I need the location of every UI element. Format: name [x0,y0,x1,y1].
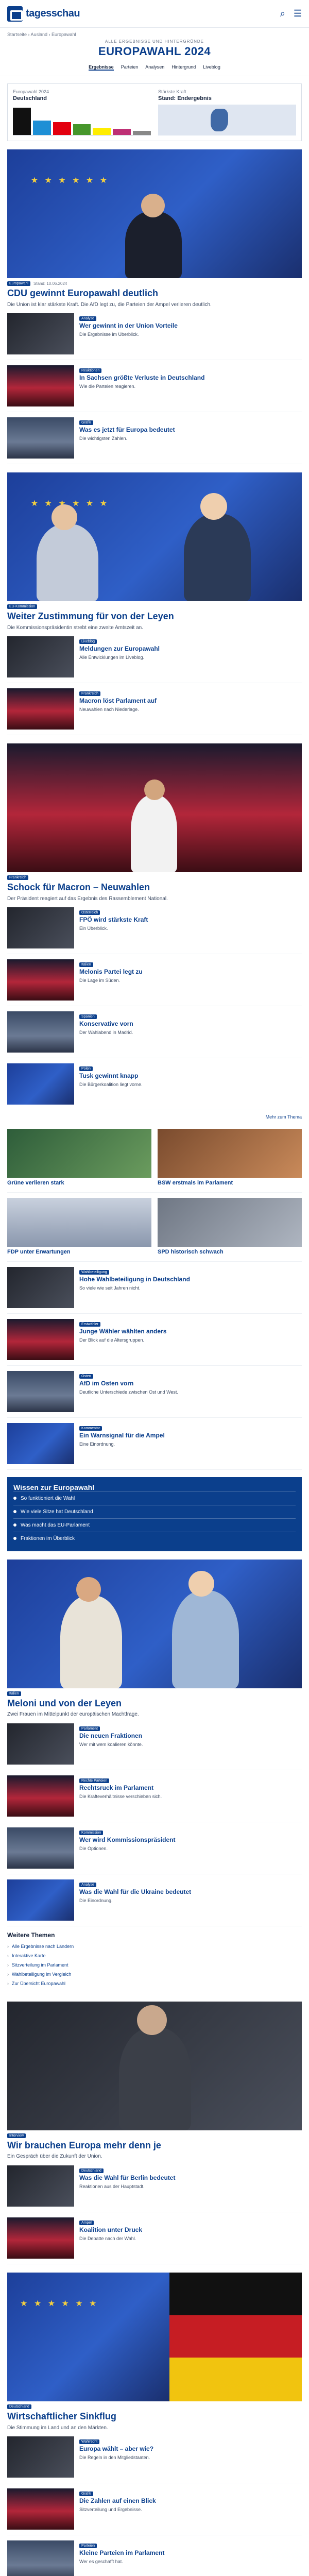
feature-2-teaser: Der Präsident reagiert auf das Ergebnis des Rassemblement National. [7,895,168,902]
list-item[interactable] [7,1314,302,1366]
list-thumbnail [7,2436,74,2478]
more-link[interactable]: Mehr zum Thema [265,1114,302,1120]
list-tag: Wahlrecht [79,2439,99,2444]
article-list-g [7,2431,302,2576]
list-tag: Parteien [79,2544,97,2548]
pair-title[interactable]: FDP unter Erwartungen [7,1249,71,1256]
list-teaser: Die Ergebnisse im Überblick. [79,332,139,337]
list-item[interactable] [7,2431,302,2483]
pair-title[interactable]: BSW erstmals im Parlament [158,1180,233,1187]
result-bar [133,131,151,135]
list-meta [79,1322,302,1327]
bullet-icon [13,1537,16,1540]
list-thumbnail [7,959,74,1001]
teaser-pair-1 [7,1124,302,1193]
list-tag: Kommentar [79,1426,102,1431]
list-teaser: Neuwahlen nach Niederlage. [79,707,139,713]
link-list-item[interactable]: › Zur Übersicht Europawahl [7,1979,302,1988]
pair-card[interactable] [7,1129,151,1187]
list-item[interactable] [7,2160,302,2212]
feature-2-image [7,743,302,872]
list-tag: Grafik [79,420,93,425]
list-thumbnail [7,1423,74,1464]
pair-card[interactable] [158,1129,302,1187]
list-teaser: Die Lage im Süden. [79,978,121,984]
list-title[interactable]: Kleine Parteien im Parlament [79,2549,165,2557]
list-meta [79,1374,302,1379]
info-box-item[interactable] [13,1505,296,1518]
list-meta [79,2168,302,2173]
hero-teaser: Die Union ist klar stärkste Kraft. Die AfD legt zu, die Parteien der Ampel verlieren deutlich. [7,301,212,308]
list-body [79,2436,302,2478]
feature-3-meta [7,1691,302,1696]
logo-text: tagesschau [26,8,80,19]
list-item[interactable] [7,902,302,954]
list-teaser: Die Optionen. [79,1845,108,1851]
list-tag: Österreich [79,910,100,915]
list-meta [79,691,302,696]
list-body [79,1267,302,1308]
list-meta [79,1270,302,1275]
list-thumbnail [7,636,74,677]
feature-3-tag: Italien [7,1691,21,1696]
list-teaser: Eine Einordnung. [79,1441,115,1447]
logo-icon [7,6,23,22]
list-teaser: Alle Entwicklungen im Liveblog. [79,655,145,660]
list-item[interactable] [7,1262,302,1314]
list-body [79,2165,302,2207]
list-meta [79,2544,302,2548]
feature-article-1[interactable] [7,472,302,631]
list-body [79,1423,302,1464]
list-title[interactable]: Konservative vorn [79,1020,133,1028]
list-body [79,1063,302,1105]
feature-1-teaser: Die Kommissionspräsidentin strebt eine zweite Amtszeit an. [7,624,144,631]
feature-5-teaser: Die Stimmung im Land und an den Märkten. [7,2425,108,2431]
list-thumbnail [7,1723,74,1765]
feature-2-title[interactable]: Schock für Macron – Neuwahlen [7,882,150,893]
list-item[interactable] [7,954,302,1006]
list-item[interactable] [7,1006,302,1058]
list-body [79,365,302,406]
list-item[interactable] [7,683,302,735]
result-bar [93,128,111,135]
pair-title[interactable]: Grüne verlieren stark [7,1180,64,1187]
feature-article-3[interactable] [7,1560,302,1718]
results-map-label: Stärkste Kraft [158,89,186,94]
list-title[interactable]: Was es jetzt für Europa bedeutet [79,426,175,434]
list-thumbnail [7,1267,74,1308]
list-title[interactable]: Die neuen Fraktionen [79,1732,143,1739]
info-box-1 [7,1477,302,1551]
feature-4-tag: Interview [7,2133,26,2138]
list-thumbnail [7,1371,74,1412]
sub-navigation [0,61,309,76]
pair-image [7,1129,151,1178]
list-item[interactable] [7,2535,302,2576]
list-body [79,959,302,1001]
results-title: Deutschland [13,95,47,101]
link-list-title: Weitere Themen [7,1931,55,1939]
bullet-icon [13,1510,16,1513]
list-body [79,1371,302,1412]
bullet-icon [13,1523,16,1527]
feature-article-2[interactable] [7,743,302,902]
list-teaser: Der Wahlabend in Madrid. [79,1030,133,1036]
list-teaser: Die Einordnung. [79,1897,113,1903]
list-tag: Osten [79,1374,93,1379]
list-meta [79,420,302,425]
event-subtitle: ALLE ERGEBNISSE UND HINTERGRÜNDE [105,39,204,44]
list-teaser: Wer mit wem koalieren könnte. [79,1741,143,1747]
list-teaser: Der Blick auf die Altersgruppen. [79,1337,145,1343]
list-tag: Italien [79,962,93,967]
list-tag: Grafik [79,2492,93,2496]
list-body [79,2488,302,2530]
results-map-title: Stand: Endergebnis [158,95,212,101]
list-tag: Reaktionen [79,368,101,373]
nav-tab-background[interactable]: Hintergrund [171,64,196,70]
list-teaser: Die Bürgerkoalition liegt vorne. [79,1082,143,1088]
list-thumbnail [7,1775,74,1817]
list-tag: Polen [79,1066,93,1071]
list-item[interactable] [7,1418,302,1470]
nav-tab-parties[interactable]: Parteien [121,64,139,70]
list-item[interactable] [7,1366,302,1418]
list-body [79,2540,302,2576]
list-title[interactable]: In Sachsen größte Verluste in Deutschland [79,374,205,382]
feature-3-teaser: Zwei Frauen im Mittelpunkt der europäischen Machtfrage. [7,1711,139,1718]
hero-article[interactable] [7,149,302,308]
feature-4-meta [7,2133,302,2138]
list-meta [79,1883,302,1887]
list-item[interactable] [7,2483,302,2535]
list-meta [79,368,302,373]
feature-3-image [7,1560,302,1688]
list-thumbnail [7,688,74,730]
list-teaser: Reaktionen aus der Hauptstadt. [79,2183,145,2189]
pair-title[interactable]: SPD historisch schwach [158,1249,224,1256]
list-thumbnail [7,2217,74,2259]
article-list-c [7,902,302,1110]
list-teaser: Ein Überblick. [79,926,108,931]
list-meta [79,1066,302,1071]
info-box-item[interactable] [13,1532,296,1545]
feature-4-teaser: Ein Gespräch über die Zukunft der Union. [7,2154,102,2160]
list-body [79,1827,302,1869]
info-box-item-label: Fraktionen im Überblick [21,1535,75,1541]
results-bar-chart [13,105,151,135]
list-thumbnail [7,365,74,406]
hero-meta [7,281,302,286]
list-tag: Wahlbeteiligung [79,1270,109,1275]
list-thumbnail [7,1063,74,1105]
pair-image [158,1129,302,1178]
list-thumbnail [7,313,74,354]
list-title[interactable]: Wer gewinnt in der Union Vorteile [79,322,178,330]
article-list-e [7,1718,302,1926]
list-tag: Liveblog [79,639,97,644]
list-meta [79,962,302,967]
list-teaser: Deutliche Unterschiede zwischen Ost und West. [79,1389,178,1395]
list-tag: Ampel [79,2221,94,2225]
list-tag: Analyse [79,316,96,321]
list-item[interactable] [7,1058,302,1110]
list-body [79,1879,302,1921]
pair-card[interactable] [158,1198,302,1256]
list-thumbnail [7,1879,74,1921]
article-list-a [7,308,302,464]
hero-tag: Europawahl [7,281,30,286]
feature-3-title[interactable]: Meloni und von der Leyen [7,1698,122,1708]
feature-article-5[interactable] [7,2273,302,2431]
link-list-item[interactable]: › Interaktive Karte [7,1951,302,1960]
article-list-d [7,1262,302,1470]
list-item[interactable] [7,1822,302,1874]
list-teaser: Wie die Parteien reagieren. [79,384,136,389]
result-bar [33,121,51,135]
feature-5-image [7,2273,302,2401]
link-list-item[interactable]: › Wahlbeteiligung im Vergleich [7,1970,302,1979]
result-bar [73,124,91,135]
list-title[interactable]: Junge Wähler wählten anders [79,1327,167,1335]
list-thumbnail [7,2540,74,2576]
event-header [0,37,309,61]
feature-5-title[interactable]: Wirtschaftlicher Sinkflug [7,2411,116,2421]
list-body [79,313,302,354]
hero-date: Stand: 10.06.2024 [33,281,67,286]
list-item[interactable] [7,308,302,360]
list-meta [79,1726,302,1731]
result-bar [13,108,31,135]
list-title[interactable]: Die Zahlen auf einen Blick [79,2497,156,2505]
nav-tab-liveblog[interactable]: Liveblog [203,64,220,70]
feature-4-title[interactable]: Wir brauchen Europa mehr denn je [7,2140,161,2150]
menu-icon[interactable]: ☰ [293,8,302,19]
info-box-item-label: Was macht das EU-Parlament [21,1522,90,1528]
link-list-item[interactable]: › Sitzverteilung im Parlament [7,1960,302,1970]
feature-5-tag: Deutschland [7,2404,31,2409]
info-box-item-label: So funktioniert die Wahl [21,1495,75,1501]
results-label: Europawahl 2024 [13,89,49,94]
hero-image [7,149,302,278]
feature-1-tag: EU-Kommission [7,604,37,609]
list-title[interactable]: Koalition unter Druck [79,2226,143,2233]
list-meta [79,1014,302,1019]
list-item[interactable] [7,1874,302,1926]
pair-image [158,1198,302,1247]
list-tag: Erstwähler [79,1322,100,1327]
list-title[interactable]: FPÖ wird stärkste Kraft [79,916,148,924]
list-thumbnail [7,2165,74,2207]
info-box-item-label: Wie viele Sitze hat Deutschland [21,1509,93,1515]
list-body [79,1319,302,1360]
results-map-column [158,89,296,135]
nav-tab-analysis[interactable]: Analysen [145,64,165,70]
list-item[interactable] [7,1770,302,1822]
list-meta [79,910,302,915]
pair-card[interactable] [7,1198,151,1256]
feature-5-meta [7,2404,302,2409]
link-list [7,1926,302,1993]
feature-2-meta [7,875,302,880]
list-body [79,2217,302,2259]
list-body [79,417,302,459]
list-teaser: Die wichtigsten Zahlen. [79,436,128,442]
list-item[interactable] [7,1718,302,1770]
list-item[interactable] [7,412,302,464]
list-item[interactable] [7,360,302,412]
list-title[interactable]: Ein Warnsignal für die Ampel [79,1431,165,1439]
list-item[interactable] [7,2212,302,2264]
list-body [79,688,302,730]
hero-title[interactable]: CDU gewinnt Europawahl deutlich [7,288,159,298]
list-meta [79,2439,302,2444]
list-tag: Spanien [79,1014,97,1019]
list-meta [79,316,302,321]
logo[interactable] [7,6,80,22]
list-title[interactable]: Macron löst Parlament auf [79,697,157,705]
list-thumbnail [7,1319,74,1360]
list-item[interactable] [7,631,302,683]
list-body [79,907,302,948]
list-thumbnail [7,1827,74,1869]
event-title: EUROPAWAHL 2024 [98,45,211,58]
list-tag: Rechte Parteien [79,1778,109,1783]
list-thumbnail [7,417,74,459]
list-meta [79,2492,302,2496]
bullet-icon [13,1497,16,1500]
list-meta [79,1778,302,1783]
results-widget[interactable] [7,83,302,141]
list-meta [79,2221,302,2225]
results-chart-column [13,89,151,135]
top-icons [280,8,302,19]
info-box-item[interactable] [13,1492,296,1505]
top-bar [0,0,309,28]
link-list-item[interactable]: › Alle Ergebnisse nach Ländern [7,1942,302,1951]
feature-1-image [7,472,302,601]
list-tag: Analyse [79,1883,96,1887]
article-list-b [7,631,302,735]
list-title[interactable]: Was die Wahl für Berlin bedeutet [79,2174,176,2181]
list-teaser: So viele wie seit Jahren nicht. [79,1285,141,1291]
list-title[interactable]: Meldungen zur Europawahl [79,645,160,653]
list-tag: Kommission [79,1831,103,1835]
list-meta [79,1831,302,1835]
pair-image [7,1198,151,1247]
list-title[interactable]: Tusk gewinnt knapp [79,1072,139,1080]
feature-1-title[interactable]: Weiter Zustimmung für von der Leyen [7,611,174,622]
feature-4-image [7,2002,302,2130]
list-title[interactable]: Was die Wahl für die Ukraine bedeutet [79,1888,192,1895]
teaser-pair-2 [7,1193,302,1262]
result-bar [53,122,71,135]
list-thumbnail [7,2488,74,2530]
list-thumbnail [7,1011,74,1053]
list-tag: Parlament [79,1726,100,1731]
list-title[interactable]: Hohe Wahlbeteiligung in Deutschland [79,1275,190,1283]
result-bar [113,129,131,135]
breadcrumb[interactable]: Startseite › Ausland › Europawahl [7,32,76,37]
list-tag: Deutschland [79,2168,104,2173]
article-list-f [7,2160,302,2264]
nav-tab-results[interactable]: Ergebnisse [89,64,114,70]
list-body [79,1011,302,1053]
list-body [79,1775,302,1817]
list-tag: Frankreich [79,691,100,696]
list-teaser: Wer es geschafft hat. [79,2559,123,2565]
feature-article-4[interactable] [7,2002,302,2160]
list-body [79,1723,302,1765]
search-icon[interactable]: ⌕ [280,8,285,19]
info-box-item[interactable] [13,1518,296,1532]
list-teaser: Sitzverteilung und Ergebnisse. [79,2507,142,2513]
list-title[interactable]: Melonis Partei legt zu [79,968,143,976]
feature-2-tag: Frankreich [7,875,28,880]
list-teaser: Die Regeln in den Mitgliedstaaten. [79,2455,150,2461]
list-title[interactable]: Europa wählt – aber wie? [79,2445,154,2453]
feature-1-meta [7,604,302,609]
list-teaser: Die Kräfteverhältnisse verschieben sich. [79,1793,162,1799]
list-title[interactable]: AfD im Osten vorn [79,1379,134,1387]
list-thumbnail [7,907,74,948]
list-meta [79,1426,302,1431]
list-title[interactable]: Wer wird Kommissionspräsident [79,1836,176,1843]
list-meta [79,639,302,644]
info-box-title: Wissen zur Europawahl [13,1483,95,1492]
results-map [158,105,296,135]
list-title[interactable]: Rechtsruck im Parlament [79,1784,154,1791]
list-body [79,636,302,677]
list-teaser: Die Debatte nach der Wahl. [79,2235,136,2241]
